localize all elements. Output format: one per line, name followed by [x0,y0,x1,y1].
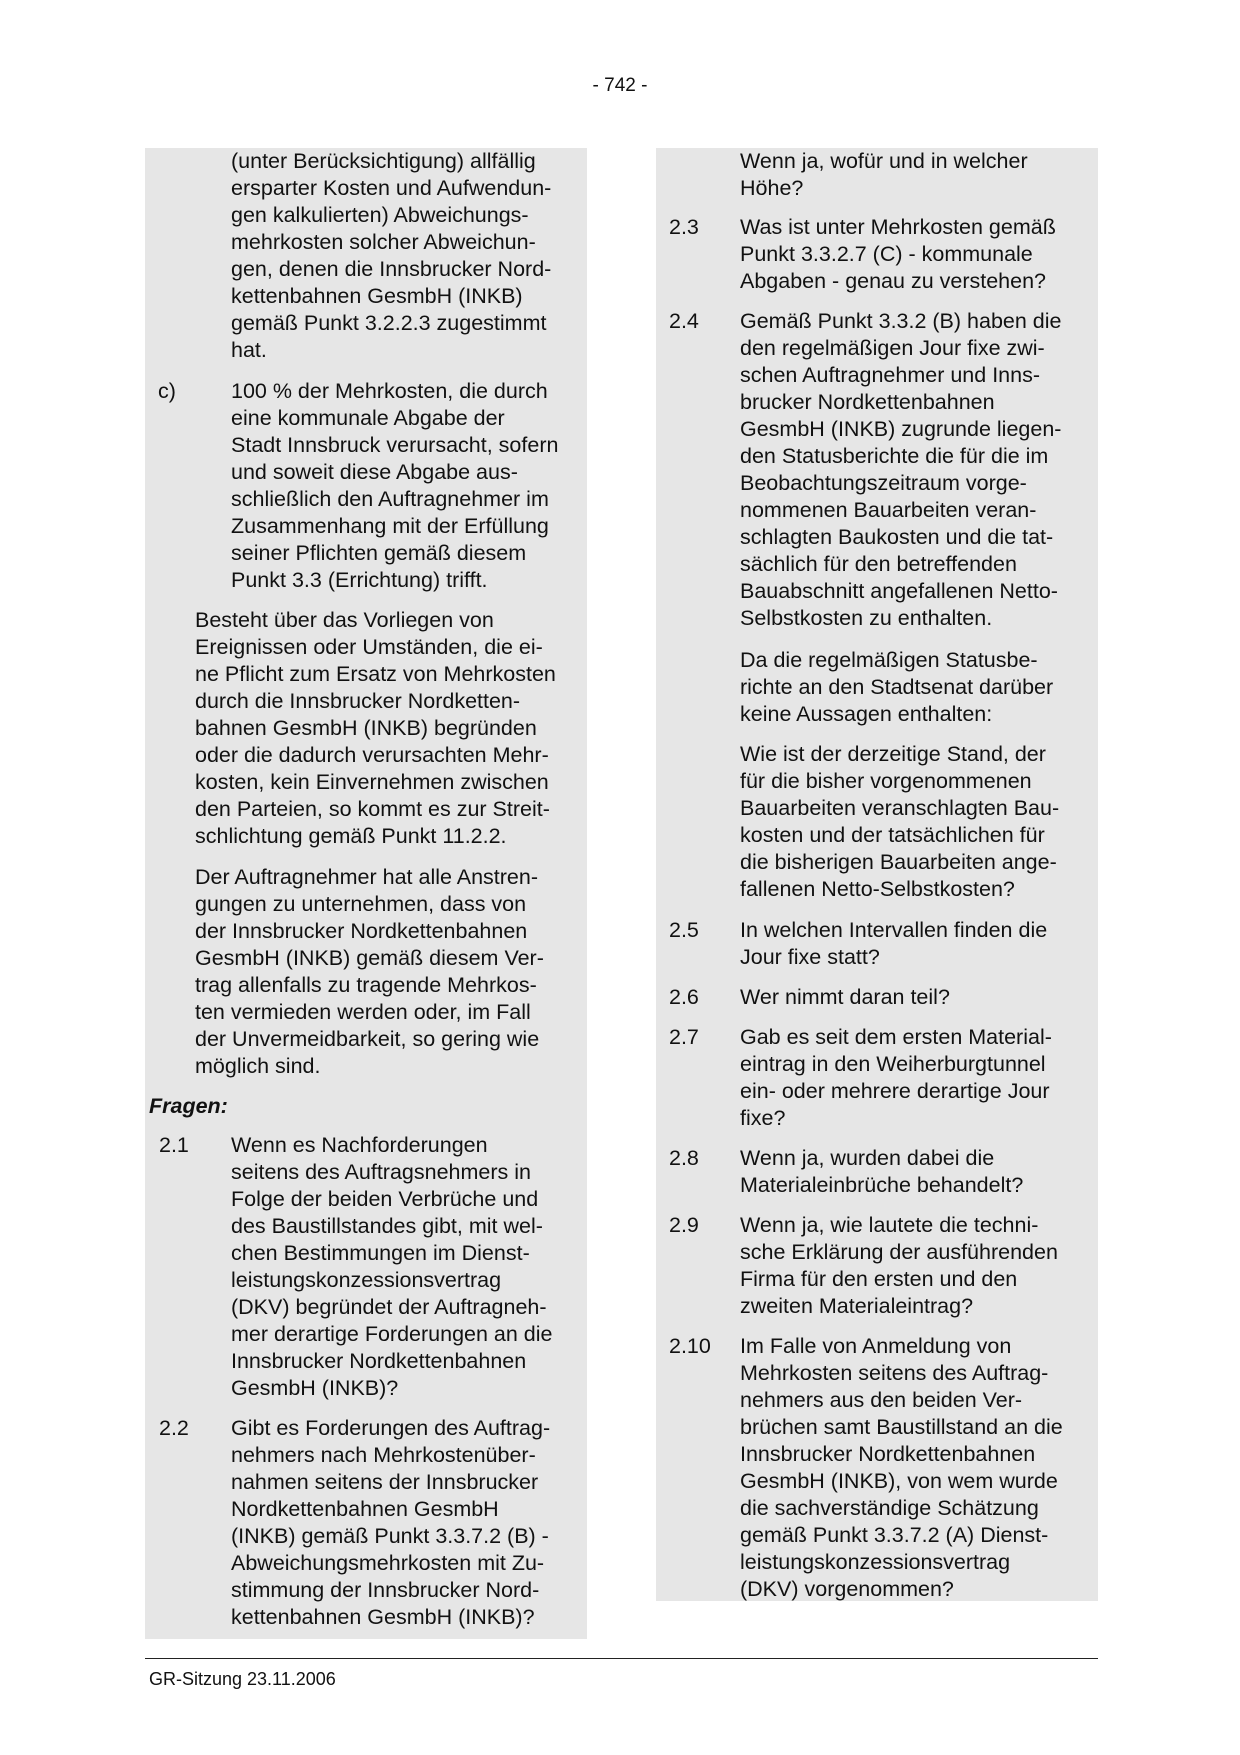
text-line: brucker Nordkettenbahnen [740,390,995,414]
text-line: Gibt es Forderungen des Auftrag- [231,1416,551,1440]
footer-rule [145,1658,1098,1659]
text-line: (INKB) gemäß Punkt 3.3.7.2 (B) - [231,1524,549,1548]
text-line: seiner Pflichten gemäß diesem [231,541,527,565]
text-line: die bisherigen Bauarbeiten ange- [740,850,1057,874]
text-line: Nordkettenbahnen GesmbH [231,1497,499,1521]
text-line: kosten, kein Einvernehmen zwischen [195,770,549,794]
text-line: oder die dadurch verursachten Mehr- [195,743,549,767]
text-line: Jour fixe statt? [740,945,880,969]
text-line: eine kommunale Abgabe der [231,406,505,430]
text-line: sche Erklärung der ausführenden [740,1240,1058,1264]
text-line: Bauabschnitt angefallenen Netto- [740,579,1058,603]
text-line: Ereignissen oder Umständen, die ei- [195,635,543,659]
question-2-2-number: 2.2 [159,1416,189,1440]
text-line: Gab es seit dem ersten Material- [740,1025,1052,1049]
text-line: die sachverständige Schätzung [740,1496,1039,1520]
text-line: Wie ist der derzeitige Stand, der [740,742,1046,766]
text-line: Wenn ja, wurden dabei die [740,1146,995,1170]
question-2-5-number: 2.5 [669,918,699,942]
text-line: (DKV) begründet der Auftragneh- [231,1295,547,1319]
text-line: Folge der beiden Verbrüche und [231,1187,539,1211]
text-line: GesmbH (INKB), von wem wurde [740,1469,1058,1493]
text-line: Wenn ja, wie lautete die techni- [740,1213,1039,1237]
text-line: den Statusberichte die für die im [740,444,1049,468]
text-line: kettenbahnen GesmbH (INKB)? [231,1605,535,1629]
text-line: ten vermieden werden oder, im Fall [195,1000,531,1024]
text-line: Selbstkosten zu enthalten. [740,606,993,630]
question-2-8-number: 2.8 [669,1146,699,1170]
question-2-4-number: 2.4 [669,309,699,333]
text-line: Innsbrucker Nordkettenbahnen [231,1349,527,1373]
text-line: gemäß Punkt 3.2.2.3 zugestimmt [231,311,547,335]
text-line: leistungskonzessionsvertrag [231,1268,502,1292]
text-line: Gemäß Punkt 3.3.2 (B) haben die [740,309,1062,333]
text-line: Punkt 3.3 (Errichtung) trifft. [231,568,488,592]
page-number: - 742 - [592,75,648,96]
text-line: keine Aussagen enthalten: [740,702,993,726]
section-heading-text: Fragen: [149,1094,228,1118]
text-line: GesmbH (INKB)? [231,1376,399,1400]
text-line: trag allenfalls zu tragende Mehrkos- [195,973,537,997]
question-2-9-number: 2.9 [669,1213,699,1237]
text-line: Der Auftragnehmer hat alle Anstren- [195,865,538,889]
text-line: fixe? [740,1106,786,1130]
text-line: Firma für den ersten und den [740,1267,1018,1291]
text-line: gungen zu unternehmen, dass von [195,892,527,916]
text-line: Mehrkosten seitens des Auftrag- [740,1361,1049,1385]
text-line: den Parteien, so kommt es zur Streit- [195,797,550,821]
text-line: Stadt Innsbruck verursacht, sofern [231,433,559,457]
text-line: fallenen Netto-Selbstkosten? [740,877,1015,901]
text-line: Abgaben - genau zu verstehen? [740,269,1047,293]
text-line: gen, denen die Innsbrucker Nord- [231,257,552,281]
text-line: schlichtung gemäß Punkt 11.2.2. [195,824,507,848]
text-line: der Innsbrucker Nordkettenbahnen [195,919,528,943]
text-line: nehmers nach Mehrkostenüber- [231,1443,536,1467]
text-line: des Baustillstandes gibt, mit wel- [231,1214,543,1238]
text-line: seitens des Auftragsnehmers in [231,1160,531,1184]
question-2-10-number: 2.10 [669,1334,711,1358]
text-line: möglich sind. [195,1054,321,1078]
text-line: (DKV) vorgenommen? [740,1577,954,1601]
text-line: Was ist unter Mehrkosten gemäß [740,215,1056,239]
text-line: Zusammenhang mit der Erfüllung [231,514,549,538]
text-line: bahnen GesmbH (INKB) begründen [195,716,537,740]
text-line: (unter Berücksichtigung) allfällig [231,149,536,173]
text-line: Da die regelmäßigen Statusbe- [740,648,1038,672]
text-line: mehrkosten solcher Abweichun- [231,230,536,254]
text-line: 100 % der Mehrkosten, die durch [231,379,548,403]
text-line: GesmbH (INKB) gemäß diesem Ver- [195,946,544,970]
text-line: und soweit diese Abgabe aus- [231,460,518,484]
text-line: ein- oder mehrere derartige Jour [740,1079,1050,1103]
text-line: nehmers aus den beiden Ver- [740,1388,1023,1412]
text-line: GesmbH (INKB) zugrunde liegen- [740,417,1062,441]
footer-text: GR-Sitzung 23.11.2006 [149,1669,336,1689]
text-line: Punkt 3.3.2.7 (C) - kommunale [740,242,1033,266]
text-line: mer derartige Forderungen an die [231,1322,553,1346]
text-line: gen kalkulierten) Abweichungs- [231,203,529,227]
text-line: kettenbahnen GesmbH (INKB) [231,284,523,308]
text-line: nommenen Bauarbeiten veran- [740,498,1037,522]
text-line: Innsbrucker Nordkettenbahnen [740,1442,1036,1466]
text-line: brüchen samt Baustillstand an die [740,1415,1063,1439]
text-line: In welchen Intervallen finden die [740,918,1048,942]
text-line: der Unvermeidbarkeit, so gering wie [195,1027,540,1051]
question-2-1-number: 2.1 [159,1133,189,1157]
text-line: zweiten Materialeintrag? [740,1294,974,1318]
text-line: schlagten Baukosten und die tat- [740,525,1054,549]
text-line: chen Bestimmungen im Dienst- [231,1241,530,1265]
text-line: gemäß Punkt 3.3.7.2 (A) Dienst- [740,1523,1049,1547]
question-2-7-number: 2.7 [669,1025,699,1049]
text-line: ne Pflicht zum Ersatz von Mehrkosten [195,662,556,686]
text-line: ersparter Kosten und Aufwendun- [231,176,552,200]
text-line: für die bisher vorgenommenen [740,769,1032,793]
text-line: den regelmäßigen Jour fixe zwi- [740,336,1045,360]
question-2-3-number: 2.3 [669,215,699,239]
text-line: eintrag in den Weiherburgtunnel [740,1052,1046,1076]
text-line: Abweichungsmehrkosten mit Zu- [231,1551,545,1575]
text-line: schließlich den Auftragnehmer im [231,487,549,511]
text-line: Wenn es Nachforderungen [231,1133,488,1157]
text-line: kosten und der tatsächlichen für [740,823,1045,847]
text-line: nahmen seitens der Innsbrucker [231,1470,539,1494]
text-line: sächlich für den betreffenden [740,552,1017,576]
text-line: Wenn ja, wofür und in welcher [740,149,1028,173]
text-line: Im Falle von Anmeldung von [740,1334,1012,1358]
text-line: richte an den Stadtsenat darüber [740,675,1054,699]
question-2-6-number: 2.6 [669,985,699,1009]
text-line: Wer nimmt daran teil? [740,985,950,1009]
list-item-c-number: c) [158,379,176,403]
text-line: durch die Innsbrucker Nordketten- [195,689,521,713]
text-line: Bauarbeiten veranschlagten Bau- [740,796,1060,820]
text-line: hat. [231,338,267,362]
text-line: stimmung der Innsbrucker Nord- [231,1578,540,1602]
text-line: Besteht über das Vorliegen von [195,608,494,632]
text-line: Beobachtungszeitraum vorge- [740,471,1027,495]
text-line: Materialeinbrüche behandelt? [740,1173,1024,1197]
text-line: schen Auftragnehmer und Inns- [740,363,1040,387]
text-line: leistungskonzessionsvertrag [740,1550,1011,1574]
text-line: Höhe? [740,176,804,200]
